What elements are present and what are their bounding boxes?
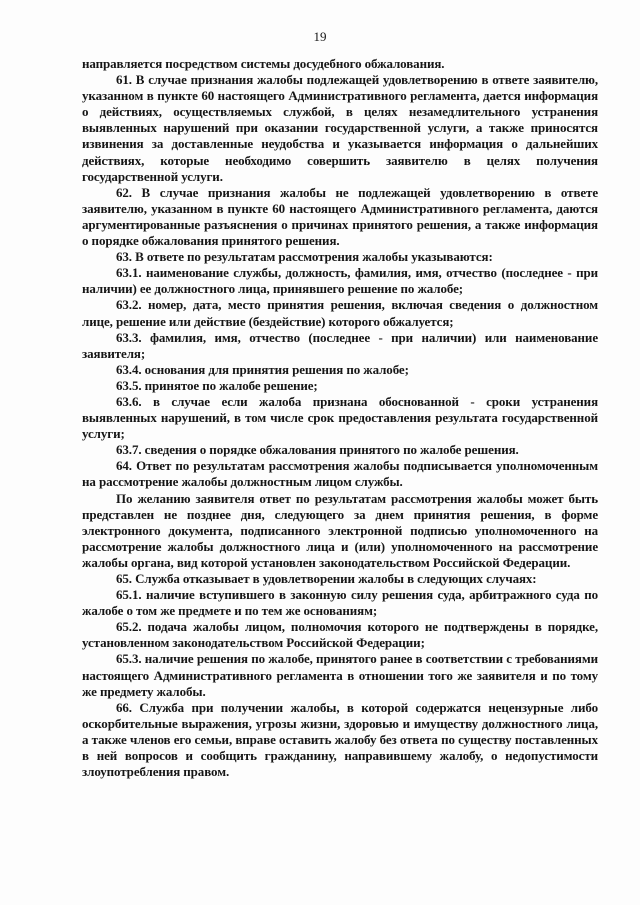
paragraph: 63.4. основания для принятия решения по жалобе; [116,361,409,377]
paragraph: 63. В ответе по результатам рассмотрения жалобы указываются: [116,249,493,265]
paragraph: 63.6. в случае если жалоба признана обоснованной - сроки устранения выявленных нарушений, в том числе срок предоставления результата государственной услуги; [82,393,598,442]
paragraph: По желанию заявителя ответ по результатам рассмотрения жалобы может быть представлен не позднее дня, следующего за днем принятия решения, в форме электронного документа, подписанного электронной подписью уполномоченного на рассмотрение жалобы должностного лица и (или) уполномоченного на рассмотрение жалобы органа, вид которой установлен законодательством Российской Федерации. [82,490,598,570]
paragraph: 63.3. фамилия, имя, отчество (последнее - при наличии) или наименование заявителя; [82,329,598,361]
paragraph: 65.1. наличие вступившего в законную силу решения суда, арбитражного суда по жалобе о том же предмете и по тем же основаниям; [82,587,598,619]
paragraph: 63.7. сведения о порядке обжалования принятого по жалобе решения. [116,442,519,458]
paragraph: 61. В случае признания жалобы подлежащей удовлетворению в ответе заявителю, указанном в пункте 60 настоящего Административного регламента, дается информация о действиях, осуществляемых службой, в целях незамедлительного устранения выявленных нарушений при оказании государственной услуги, а также приносятся извинения за доставленные неудобства и указывается информация о дальнейших действиях, которые необходимо совершить заявителю в целях получения государственной услуги. [82,72,598,184]
paragraph: 63.5. принятое по жалобе решение; [116,377,318,393]
page-number: 19 [313,29,327,44]
paragraph: 64. Ответ по результатам рассмотрения жалобы подписывается уполномоченным на рассмотрение жалобы должностным лицом службы. [82,458,598,490]
paragraph: 62. В случае признания жалобы не подлежащей удовлетворению в ответе заявителю, указанном в пункте 60 настоящего Административного регламента, даются аргументированные разъяснения о причинах принятого решения, а также информация о порядке обжалования принятого решения. [82,184,598,249]
paragraph: 65. Служба отказывает в удовлетворении жалобы в следующих случаях: [116,571,537,586]
document-body [82,56,598,780]
paragraph: 65.2. подача жалобы лицом, полномочия которого не подтверждены в порядке, установленном законодательством Российской Федерации; [82,619,598,651]
paragraph: 63.2. номер, дата, место принятия решения, включая сведения о должностном лице, решение или действие (бездействие) которого обжалуется; [82,297,598,329]
paragraph: 63.1. наименование службы, должность, фамилия, имя, отчество (последнее - при наличии) ее должностного лица, принявшего решение по жалобе; [82,265,598,297]
paragraph: 66. Служба при получении жалобы, в которой содержатся нецензурные либо оскорбительные выражения, угрозы жизни, здоровью и имуществу должностного лица, а также членов его семьи, вправе оставить жалобу без ответа по существу поставленных в ней вопросов и сообщить гражданину, направившему жалобу, о недопустимости злоупотребления правом. [82,699,598,780]
paragraph: 65.3. наличие решения по жалобе, принятого ранее в соответствии с требованиями настоящего Административного регламента в отношении того же заявителя и по тому же предмету жалобы. [82,651,598,699]
paragraph: направляется посредством системы досудебного обжалования. [82,56,445,71]
